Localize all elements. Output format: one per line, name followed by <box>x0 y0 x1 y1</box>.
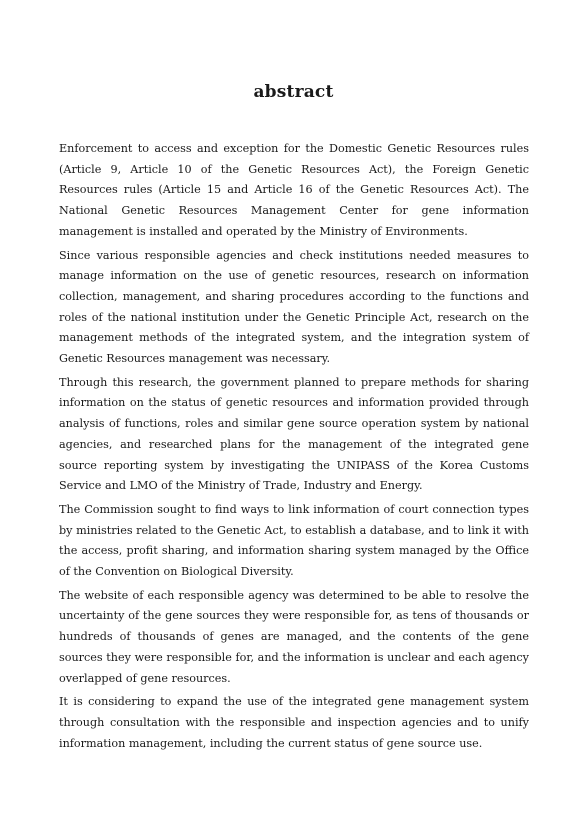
paragraph-3: Through this research, the government planned to prepare methods for sharing information on the status of genetic resources and information provided through analysis of functions, roles and similar gene source operation system by national agencies, and researched plans for the management of the integrated gene source reporting system by investigating the UNIPASS of the Korea Customs Service and LMO of the Ministry of Trade, Industry and Energy. <box>59 375 529 493</box>
abstract-title: abstract <box>253 82 334 102</box>
paragraph-1: Enforcement to access and exception for the Domestic Genetic Resources rules (Article 9, Article 10 of the Genetic Resources Act), the Foreign Genetic Resources rules (Article 15 and Article 16 of the Genetic Resources Act). The National Genetic Resources Management Center for gene information management is installed and operated by the Ministry of Environments. <box>59 142 529 238</box>
abstract-body <box>59 139 529 757</box>
paragraph-4: The Commission sought to find ways to link information of court connection types by ministries related to the Genetic Act, to establish a database, and to link it with the access, profit sharing, and information sharing system managed by the Office of the Convention on Biological Diversity. <box>59 502 529 579</box>
paragraph-2: Since various responsible agencies and check institutions needed measures to manage information on the use of genetic resources, research on information collection, management, and sharing procedures according to the functions and roles of the national institution under the Genetic Principle Act, research on the management methods of the integrated system, and the integration system of Genetic Resources management was necessary. <box>59 248 529 366</box>
paragraph-6: It is considering to expand the use of the integrated gene management system through consultation with the responsible and inspection agencies and to unify information management, including the current status of gene source use. <box>59 695 529 750</box>
paragraph-5: The website of each responsible agency was determined to be able to resolve the uncertainty of the gene sources they were responsible for, as tens of thousands or hundreds of thousands of genes are managed, and the contents of the gene sources they were responsible for, and the information is unclear and each agency overlapped of gene resources. <box>59 588 529 685</box>
